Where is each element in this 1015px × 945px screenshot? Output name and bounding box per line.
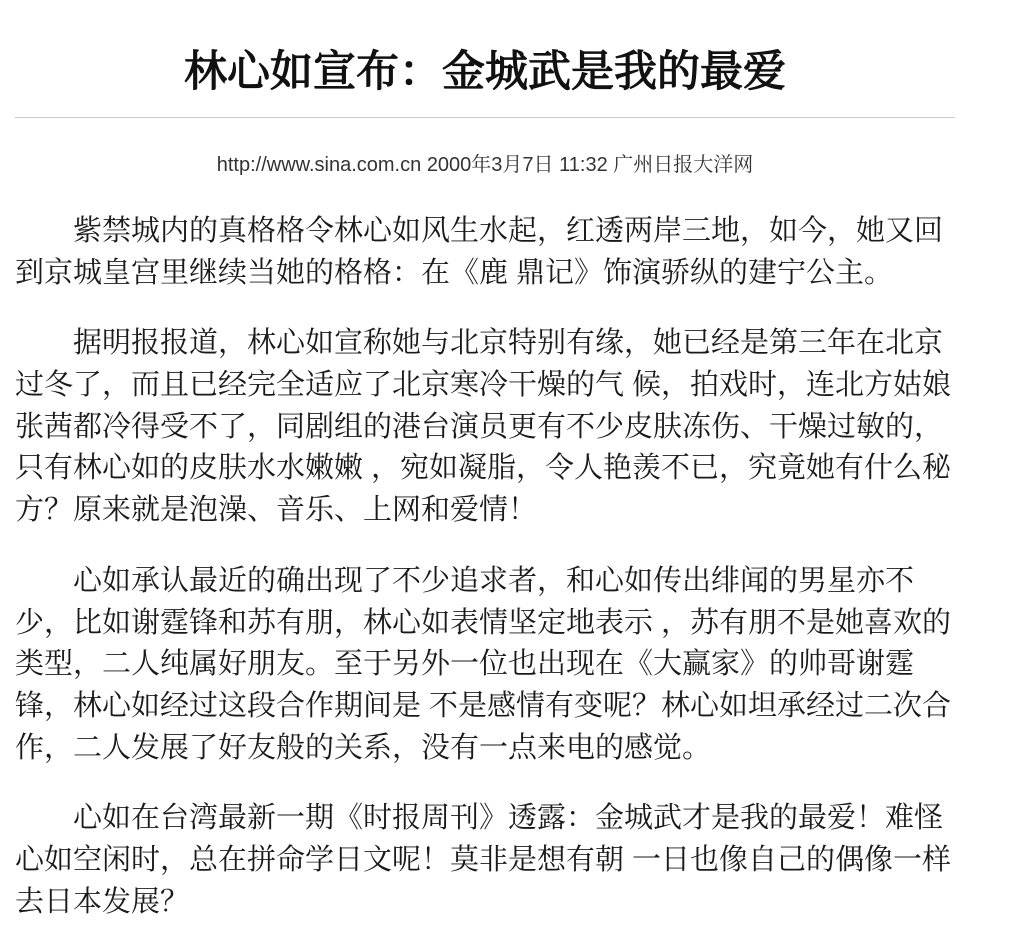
source-url: http://www.sina.com.cn	[216, 154, 422, 176]
paragraph-line: 过冬了，而且已经完全适应了北京寒冷干燥的气 候，拍戏时，连北方姑娘	[15, 369, 952, 402]
publish-date: 2000年3月7日	[426, 154, 554, 176]
paragraph-line: 作，二人发展了好友般的关系，没有一点来电的感觉。	[15, 731, 712, 764]
article-title: 林心如宣布：金城武是我的最爱	[184, 48, 786, 96]
paragraph-line: 锋，林心如经过这段合作期间是 不是感情有变呢？林心如坦承经过二次合	[15, 689, 952, 722]
paragraph-line: 心如空闲时，总在拼命学日文呢！莫非是想有朝 一日也像自己的偶像一样	[15, 843, 952, 876]
title-divider	[15, 117, 955, 118]
paragraph-line: 类型，二人纯属好朋友。至于另外一位也出现在《大赢家》的帅哥谢霆	[15, 648, 915, 681]
article-paragraph	[15, 798, 955, 923]
article-paragraph	[15, 561, 955, 769]
paragraph-line: 心如在台湾最新一期《时报周刊》透露：金城武才是我的最爱！难怪	[73, 802, 944, 835]
source-publisher: 广州日报大洋网	[613, 154, 754, 176]
paragraph-line: 张茜都冷得受不了，同剧组的港台演员更有不少皮肤冻伤、干燥过敏的，	[15, 410, 944, 443]
paragraph-line: 到京城皇宫里继续当她的格格：在《鹿 鼎记》饰演骄纵的建宁公主。	[15, 256, 894, 289]
paragraph-line: 紫禁城内的真格格令林心如风生水起，红透两岸三地，如今，她又回	[73, 215, 944, 247]
article-paragraph	[15, 211, 955, 294]
article	[15, 0, 955, 923]
publish-time: 11:32	[559, 154, 608, 176]
paragraph-line: 去日本发展？	[15, 885, 190, 918]
paragraph-line: 少，比如谢霆锋和苏有朋，林心如表情坚定地表示 ，苏有朋不是她喜欢的	[15, 606, 952, 639]
paragraph-line: 方？原来就是泡澡、音乐、上网和爱情！	[15, 494, 538, 527]
paragraph-line: 心如承认最近的确出现了不少追求者，和心如传出绯闻的男星亦不	[73, 564, 915, 597]
paragraph-line: 只有林心如的皮肤水水嫩嫩 ，宛如凝脂，令人艳羡不已，究竟她有什么秘	[15, 452, 952, 485]
paragraph-line: 据明报报道，林心如宣称她与北京特别有缘，她已经是第三年在北京	[73, 327, 944, 360]
article-paragraph	[15, 323, 955, 531]
article-source-line	[15, 151, 955, 182]
